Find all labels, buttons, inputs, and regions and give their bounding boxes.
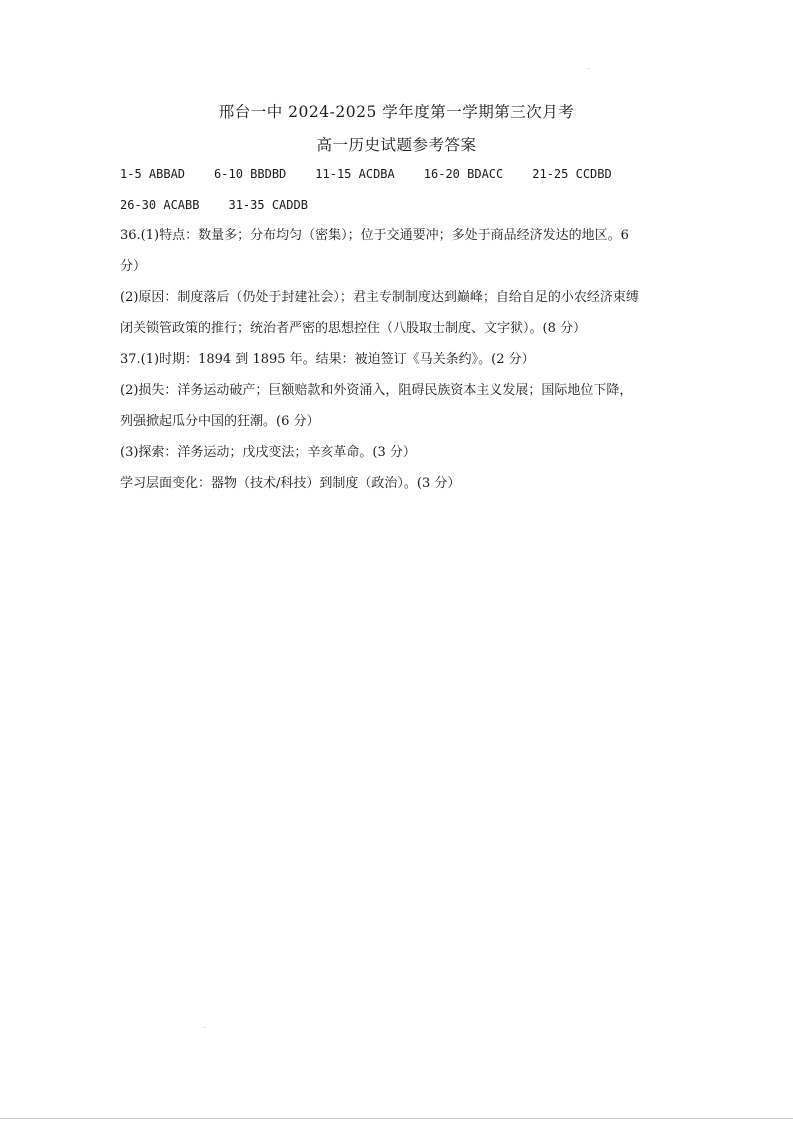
answer-group: 31-35 CADDB xyxy=(228,198,308,212)
answer-group: 21-25 CCDBD xyxy=(532,167,612,181)
answer-group: 11-15 ACDBA xyxy=(315,167,395,181)
answer-line: 列强掀起瓜分中国的狂潮。(6 分） xyxy=(120,414,320,429)
answer-line: 学习层面变化：器物（技术/科技）到制度（政治）。(3 分） xyxy=(120,476,461,491)
answer-group: 26-30 ACABB xyxy=(120,198,200,212)
answer-group: 6-10 BBDBD xyxy=(214,167,287,181)
page-speck xyxy=(204,1027,205,1028)
answer-line: (2)损失：洋务运动破产；巨额赔款和外资涌入，阻碍民族资本主义发展；国际地位下降， xyxy=(120,383,633,398)
answer-key-row-1 xyxy=(120,164,690,184)
answer-line: 37.(1)时期：1894 到 1895 年。结果：被迫签订《马关条约》。(2 分） xyxy=(120,352,535,367)
answer-line: (2)原因：制度落后（仍处于封建社会）；君主专制制度达到巅峰；自给自足的小农经济束缚 xyxy=(120,290,639,305)
document-title: 邢台一中 2024-2025 学年度第一学期第三次月考 xyxy=(218,103,575,121)
answer-group: 1-5 ABBAD xyxy=(120,167,186,181)
page-bottom-rule xyxy=(0,1118,793,1119)
answer-line: 闭关锁管政策的推行；统治者严密的思想控住（八股取士制度、文字狱）。(8 分） xyxy=(120,321,586,336)
answer-line: 分） xyxy=(120,259,147,274)
answer-key-row-2 xyxy=(120,195,690,215)
document-subtitle: 高一历史试题参考答案 xyxy=(316,136,477,154)
page-speck xyxy=(588,68,589,69)
answer-group: 16-20 BDACC xyxy=(423,167,504,181)
answer-line: (3)探索：洋务运动；戊戌变法；辛亥革命。(3 分） xyxy=(120,445,416,460)
answer-line: 36.(1)特点：数量多；分布均匀（密集）；位于交通要冲；多处于商品经济发达的地区。6 xyxy=(120,228,629,243)
